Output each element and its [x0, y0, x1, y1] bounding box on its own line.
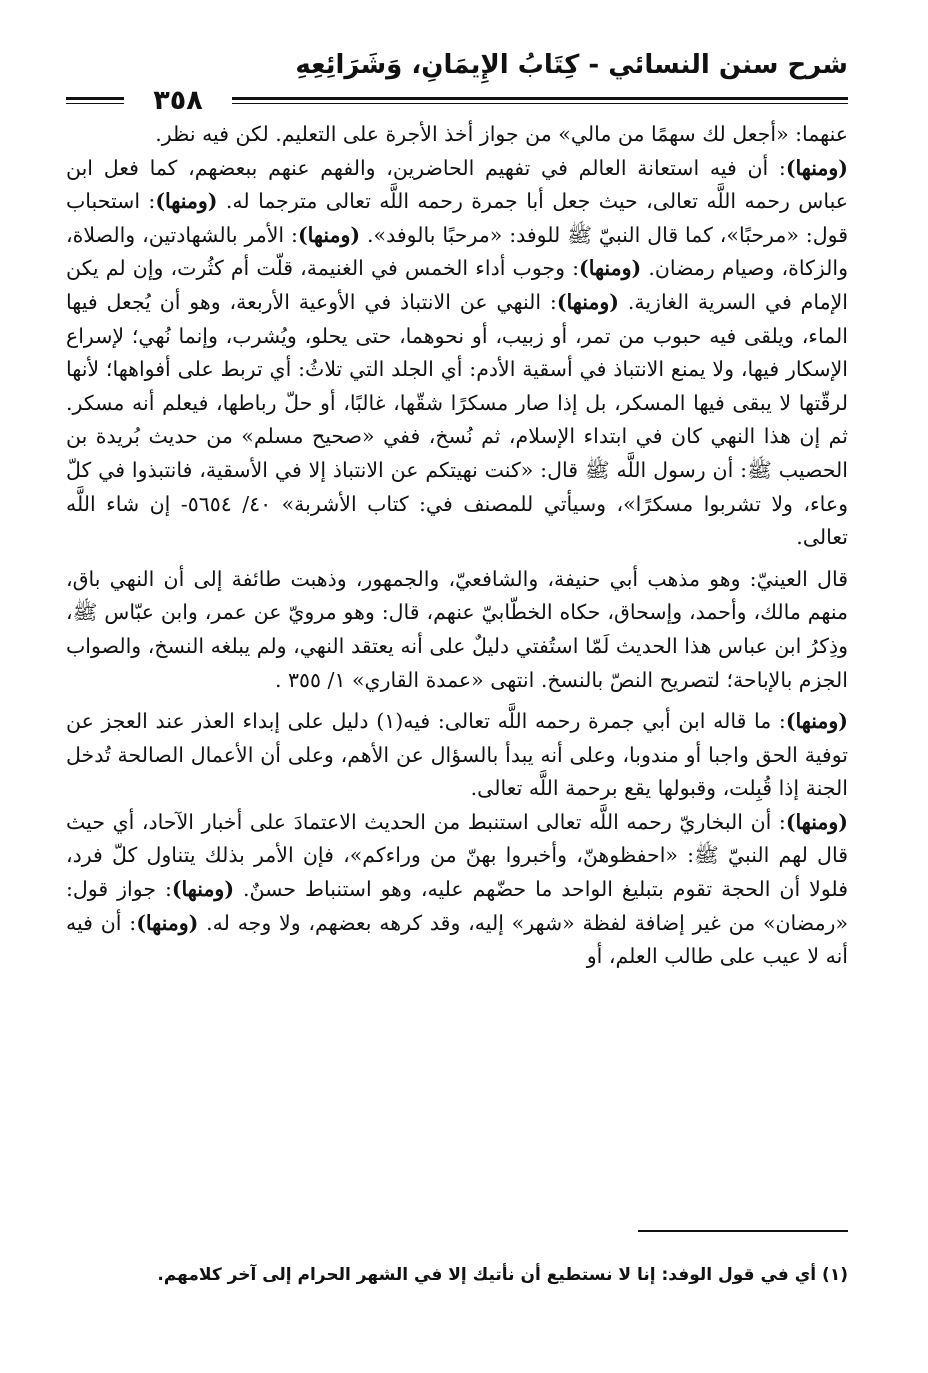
footnote-separator	[638, 1230, 848, 1232]
paragraph-text: : جواز قول: «رمضان» من غير إضافة لفظة «شهر» إليه، وقد كرهه بعضهم، ولا وجه له.	[66, 877, 848, 935]
running-title: شرح سنن النسائي - كِتَابُ الإِيمَانِ، وَشَرَائِعِهِ	[295, 50, 848, 80]
keyword: (ومنها)	[785, 809, 848, 834]
paragraph-text: : أن فيه أنه لا عيب على طالب العلم، أو	[66, 910, 848, 969]
paragraph-text: : النهي عن الانتباذ في الأوعية الأربعة، وهو أن يُجعل فيها الماء، ويلقى فيه حبوب من تمر، أو زبيب، أو نحوهما، حتى يحلو، ويُشرب، وإنما نُهي؛ لإسراع الإسكار فيها، ولا يمنع الانتباذ في أسقية الأدم: أي الجلد التي تلاثُ: أي تربط على أفواهها؛ لأنها لرقّتها لا يبقى فيها المسكر، بل إذا صار مسكرًا شقّها، غالبًا، أو حلّ رباطها، فيعلم أنه مسكر. ثم إن هذا النهي كان في ابتداء الإسلام، ثم نُسخ، ففي «صحيح مسلم» من حديث بُريدة بن الحصيب ﷺ: أن رسول اللَّه ﷺ قال: «كنت نهيتكم عن الانتباذ إلا في الأسقية، فانتبذوا في كلّ وعاء، ولا تشربوا مسكرًا»، وسيأتي للمصنف في: كتاب الأشربة» ٤٠/ ٥٦٥٤- إن شاء اللَّه تعالى.	[66, 289, 848, 550]
keyword: (ومنها)	[556, 289, 619, 314]
keyword: (ومنها)	[579, 256, 642, 281]
paragraph	[66, 705, 848, 806]
page-number-slot	[124, 85, 232, 116]
keyword: (ومنها)	[297, 222, 361, 247]
book-page	[66, 40, 848, 1285]
paragraph-text: : أن البخاريّ رحمه اللَّه تعالى استنبط من الحديث الاعتمادَ على أخبار الآحاد، أي حيث قال لهم النبيّ ﷺ: «احفظوهنّ، وأخبروا بهنّ من وراءكم»، فإن الأمر بذلك يتناول كلّ فرد، فلولا أن الحجة تقوم بتبليغ الواحد ما حضّهم عليه، وهو استنباط حسنٌ.	[66, 809, 848, 902]
paragraph	[66, 152, 848, 555]
keyword: (ومنها)	[136, 910, 199, 935]
paragraph-text: : الأمر بالشهادتين، والصلاة، والزكاة، وصيام رمضان.	[66, 222, 848, 281]
header-rule	[66, 84, 848, 116]
paragraph-text: عنهما: «أجعل لك سهمًا من مالي» من جواز أخذ الأجرة على التعليم. لكن فيه نظر.	[155, 122, 848, 146]
paragraph-text: : استحباب قول: «مرحبًا»، كما قال النبيّ ﷺ للوفد: «مرحبًا بالوفد».	[66, 189, 848, 247]
paragraph-text: : وجوب أداء الخمس في الغنيمة، قلّت أم كثُرت، وإن لم يكن الإمام في السرية الغازية.	[66, 256, 848, 314]
paragraph-text: : ما قاله ابن أبي جمرة رحمه اللَّه تعالى: فيه(١) دليل على إبداء العذر عند العجز عن توفية الحق واجبا أو مندوبا، وعلى أنه يبدأ بالسؤال عن الأهم، وعلى أن الأعمال الصالحة تُدخل الجنة إذا قُبِلت، وقبولها يقع برحمة اللَّه تعالى.	[66, 709, 848, 801]
page-header	[66, 40, 848, 80]
keyword: (ومنها)	[785, 709, 848, 734]
footnote: (١) أي في قول الوفد: إنا لا نستطيع أن نأتيك إلا في الشهر الحرام إلى آخر كلامهم.	[157, 1265, 848, 1285]
paragraph	[66, 563, 848, 697]
paragraph-text: قال العينيّ: وهو مذهب أبي حنيفة، والشافعيّ، والجمهور، وذهبت طائفة إلى أن النهي باق، منهم مالك، وأحمد، وإسحاق، حكاه الخطّابيّ عنهم، قال: وهو مرويّ عن عمر، وابن عبّاس ﷺ، وذِكرُ ابن عباس هذا الحديث لَمّا استُفتي دليلٌ على أنه يعتقد النهي، ولم يبلغه النسخ، والصواب الجزم بالإباحة؛ لتصريح النصّ بالنسخ. انتهى «عمدة القاري» ١/ ٣٥٥ .	[66, 566, 848, 692]
paragraph	[66, 806, 848, 974]
header-rule-line	[232, 97, 848, 104]
keyword: (ومنها)	[171, 877, 235, 902]
main-text	[66, 118, 848, 974]
paragraph-text: : أن فيه استعانة العالم في تفهيم الحاضرين، والفهم عنهم ببعضهم، كما فعل ابن عباس رحمه اللَّه تعالى، حيث جعل أبا جمرة رحمه اللَّه تعالى مترجما له.	[66, 155, 848, 214]
keyword: (ومنها)	[155, 189, 218, 214]
page-number: ٣٥٨	[153, 84, 203, 116]
header-rule-end	[66, 97, 124, 104]
paragraph	[66, 118, 848, 152]
keyword: (ومنها)	[785, 155, 848, 180]
